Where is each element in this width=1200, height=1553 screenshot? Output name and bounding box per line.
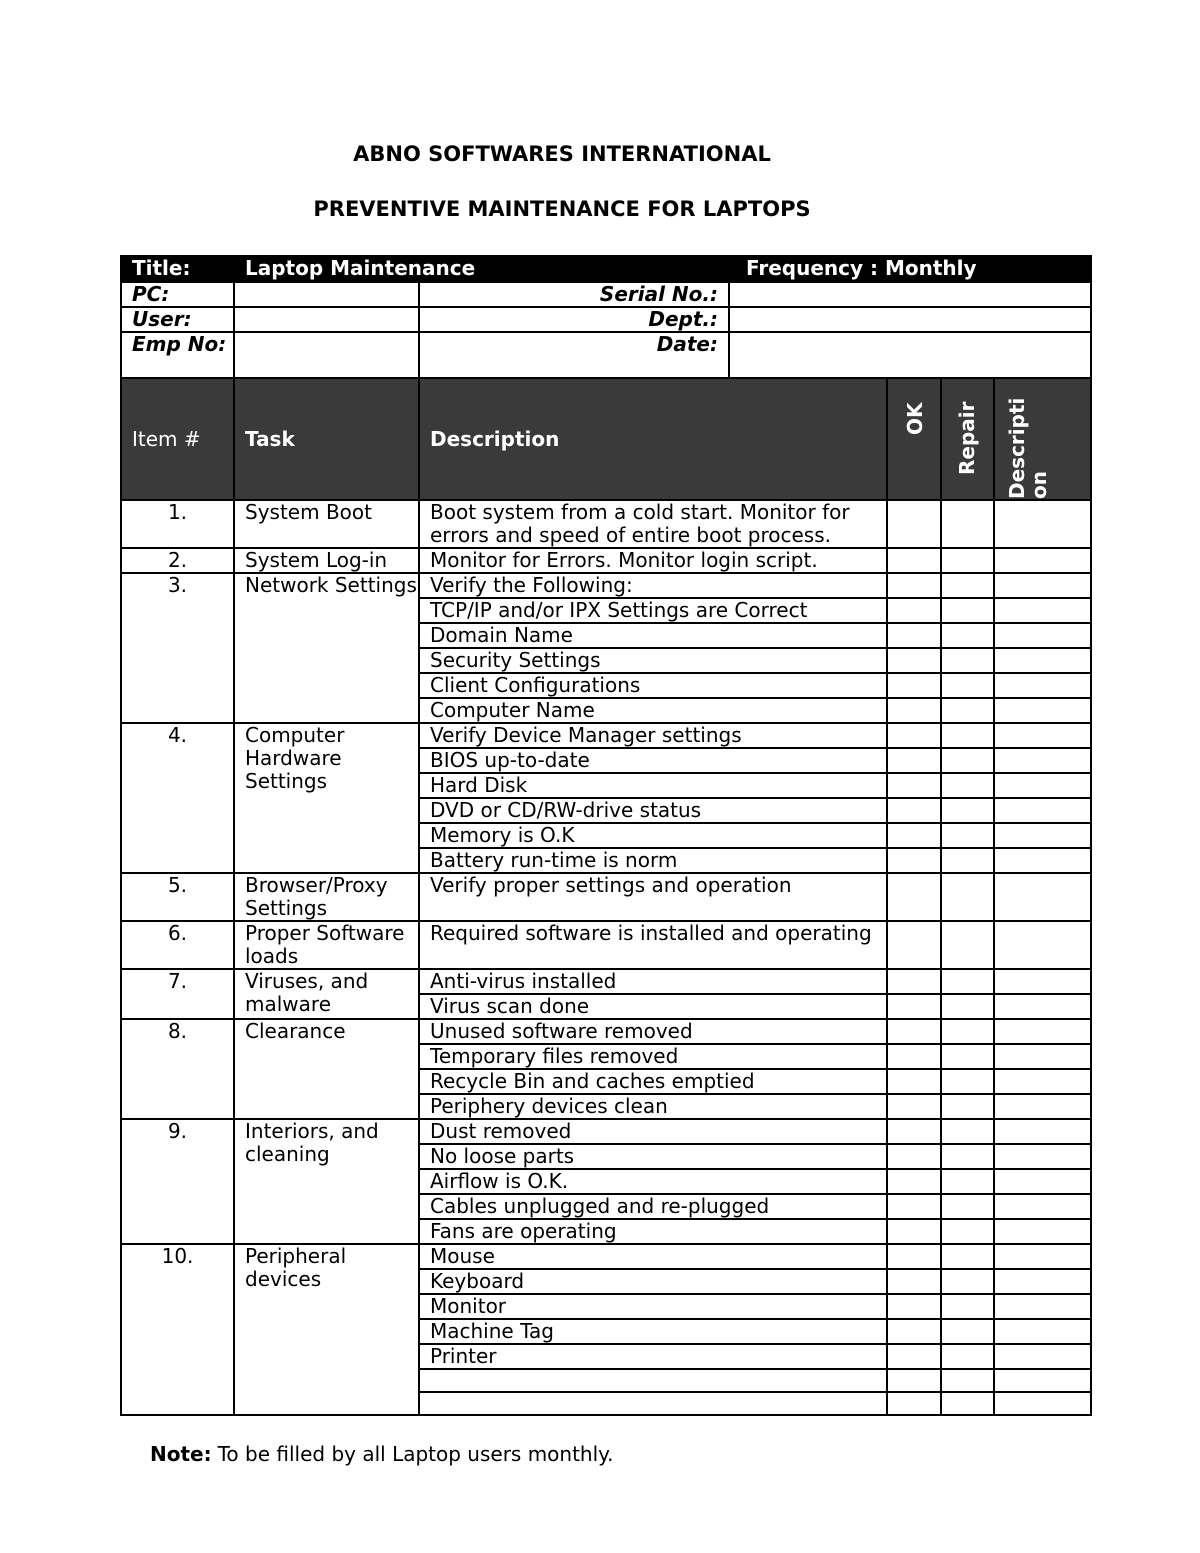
repair-checkbox-cell[interactable] <box>941 698 994 723</box>
repair-checkbox-cell[interactable] <box>941 823 994 848</box>
repair-checkbox-cell[interactable] <box>941 623 994 648</box>
ok-checkbox-cell[interactable] <box>887 1144 941 1169</box>
frequency-cell <box>746 256 1091 282</box>
remarks-cell[interactable] <box>994 1392 1091 1415</box>
remarks-cell[interactable] <box>994 1119 1091 1144</box>
repair-checkbox-cell[interactable] <box>941 848 994 873</box>
remarks-cell[interactable] <box>994 598 1091 623</box>
item-task: Computer Hardware Settings <box>234 723 419 873</box>
repair-checkbox-cell[interactable] <box>941 1244 994 1269</box>
repair-checkbox-cell[interactable] <box>941 1094 994 1119</box>
remarks-cell[interactable] <box>994 573 1091 598</box>
ok-checkbox-cell[interactable] <box>887 1344 941 1369</box>
checklist-row <box>121 873 1091 921</box>
item-description: Machine Tag <box>419 1319 887 1344</box>
emp-label: Emp No: <box>121 332 234 378</box>
ok-checkbox-cell[interactable] <box>887 969 941 994</box>
footer-note <box>150 1442 614 1466</box>
repair-checkbox-cell[interactable] <box>941 873 994 921</box>
repair-checkbox-cell[interactable] <box>941 1269 994 1294</box>
ok-checkbox-cell[interactable] <box>887 1269 941 1294</box>
ok-checkbox-cell[interactable] <box>887 994 941 1019</box>
item-task: Browser/Proxy Settings <box>234 873 419 921</box>
col-ok-header <box>887 378 941 500</box>
remarks-cell[interactable] <box>994 994 1091 1019</box>
remarks-cell[interactable] <box>994 1019 1091 1044</box>
repair-checkbox-cell[interactable] <box>941 500 994 548</box>
item-description: Computer Name <box>419 698 887 723</box>
repair-checkbox-cell[interactable] <box>941 1144 994 1169</box>
title-label: Title: <box>121 256 234 282</box>
item-task: System Boot <box>234 500 419 548</box>
remarks-cell[interactable] <box>994 1269 1091 1294</box>
repair-checkbox-cell[interactable] <box>941 1319 994 1344</box>
ok-checkbox-cell[interactable] <box>887 598 941 623</box>
item-number: 8. <box>121 1019 234 1119</box>
remarks-cell[interactable] <box>994 648 1091 673</box>
repair-checkbox-cell[interactable] <box>941 994 994 1019</box>
item-task: Proper Software loads <box>234 921 419 969</box>
item-description: Anti-virus installed <box>419 969 887 994</box>
item-task: Viruses, and malware <box>234 969 419 1019</box>
ok-checkbox-cell[interactable] <box>887 1392 941 1415</box>
pc-field[interactable] <box>234 282 419 307</box>
repair-checkbox-cell[interactable] <box>941 723 994 748</box>
repair-checkbox-cell[interactable] <box>941 1392 994 1415</box>
remarks-cell[interactable] <box>994 1144 1091 1169</box>
item-number: 5. <box>121 873 234 921</box>
repair-checkbox-cell[interactable] <box>941 673 994 698</box>
ok-checkbox-cell[interactable] <box>887 1319 941 1344</box>
remarks-cell[interactable] <box>994 1194 1091 1219</box>
checklist-row <box>121 548 1091 573</box>
remarks-cell[interactable] <box>994 1044 1091 1069</box>
dept-field[interactable] <box>729 307 1091 332</box>
col-item-header: Item # <box>121 378 234 500</box>
remarks-cell[interactable] <box>994 823 1091 848</box>
item-description: Battery run-time is norm <box>419 848 887 873</box>
frequency-text: Frequency : Monthly <box>746 256 977 280</box>
remarks-cell[interactable] <box>994 623 1091 648</box>
item-description: Temporary files removed <box>419 1044 887 1069</box>
col-task-header: Task <box>234 378 419 500</box>
item-task: System Log-in <box>234 548 419 573</box>
ok-checkbox-cell[interactable] <box>887 873 941 921</box>
ok-checkbox-cell[interactable] <box>887 773 941 798</box>
repair-checkbox-cell[interactable] <box>941 969 994 994</box>
item-description: No loose parts <box>419 1144 887 1169</box>
repair-checkbox-cell[interactable] <box>941 921 994 969</box>
ok-checkbox-cell[interactable] <box>887 798 941 823</box>
repair-checkbox-cell[interactable] <box>941 1219 994 1244</box>
date-field[interactable] <box>729 332 1091 378</box>
item-description <box>419 1392 887 1415</box>
remarks-cell[interactable] <box>994 873 1091 921</box>
item-description: Client Configurations <box>419 673 887 698</box>
checklist-row <box>121 1244 1091 1269</box>
dept-label: Dept.: <box>419 307 729 332</box>
col-remarks-label: Descripti on <box>1005 397 1051 499</box>
remarks-cell[interactable] <box>994 1319 1091 1344</box>
item-number: 3. <box>121 573 234 723</box>
item-description: Monitor <box>419 1294 887 1319</box>
maintenance-checklist-table <box>120 255 1092 1416</box>
checklist-row <box>121 500 1091 548</box>
col-repair-header <box>941 378 994 500</box>
item-description: Mouse <box>419 1244 887 1269</box>
remarks-cell[interactable] <box>994 1244 1091 1269</box>
ok-checkbox-cell[interactable] <box>887 500 941 548</box>
col-repair-label: Repair <box>955 401 979 475</box>
title-value: Laptop Maintenance <box>234 256 887 282</box>
document-title: PREVENTIVE MAINTENANCE FOR LAPTOPS <box>313 197 811 221</box>
repair-checkbox-cell[interactable] <box>941 598 994 623</box>
remarks-cell[interactable] <box>994 548 1091 573</box>
col-description-header: Description <box>419 378 887 500</box>
item-description <box>419 1369 887 1392</box>
item-description: Required software is installed and operating <box>419 921 887 969</box>
ok-checkbox-cell[interactable] <box>887 623 941 648</box>
item-number: 4. <box>121 723 234 873</box>
checklist-row <box>121 1119 1091 1144</box>
ok-checkbox-cell[interactable] <box>887 1119 941 1144</box>
column-header-row <box>121 378 1091 500</box>
pc-row <box>121 282 1091 307</box>
ok-checkbox-cell[interactable] <box>887 748 941 773</box>
item-description: Monitor for Errors. Monitor login script. <box>419 548 887 573</box>
item-description: Memory is O.K <box>419 823 887 848</box>
user-row <box>121 307 1091 332</box>
date-label: Date: <box>419 332 729 378</box>
repair-checkbox-cell[interactable] <box>941 1019 994 1044</box>
ok-checkbox-cell[interactable] <box>887 1369 941 1392</box>
repair-checkbox-cell[interactable] <box>941 573 994 598</box>
remarks-cell[interactable] <box>994 921 1091 969</box>
remarks-cell[interactable] <box>994 1369 1091 1392</box>
remarks-cell[interactable] <box>994 723 1091 748</box>
remarks-cell[interactable] <box>994 1294 1091 1319</box>
note-text: To be filled by all Laptop users monthly. <box>217 1442 614 1466</box>
item-description: Unused software removed <box>419 1019 887 1044</box>
item-task: Clearance <box>234 1019 419 1119</box>
remarks-cell[interactable] <box>994 698 1091 723</box>
emp-field[interactable] <box>234 332 419 378</box>
checklist-row <box>121 969 1091 994</box>
item-number: 9. <box>121 1119 234 1244</box>
user-label: User: <box>121 307 234 332</box>
repair-checkbox-cell[interactable] <box>941 648 994 673</box>
remarks-cell[interactable] <box>994 500 1091 548</box>
organization-title: ABNO SOFTWARES INTERNATIONAL <box>353 142 771 166</box>
col-remarks-header <box>994 378 1091 500</box>
title-row <box>121 256 1091 282</box>
repair-checkbox-cell[interactable] <box>941 1119 994 1144</box>
repair-checkbox-cell[interactable] <box>941 1294 994 1319</box>
checklist-row <box>121 723 1091 748</box>
item-description: BIOS up-to-date <box>419 748 887 773</box>
emp-row <box>121 332 1091 378</box>
item-task: Interiors, and cleaning <box>234 1119 419 1244</box>
repair-checkbox-cell[interactable] <box>941 1194 994 1219</box>
item-description: Keyboard <box>419 1269 887 1294</box>
item-description: Boot system from a cold start. Monitor for errors and speed of entire boot process. <box>419 500 887 548</box>
remarks-cell[interactable] <box>994 969 1091 994</box>
repair-checkbox-cell[interactable] <box>941 548 994 573</box>
ok-checkbox-cell[interactable] <box>887 648 941 673</box>
ok-checkbox-cell[interactable] <box>887 1169 941 1194</box>
item-description: Verify proper settings and operation <box>419 873 887 921</box>
item-number: 2. <box>121 548 234 573</box>
item-description: Dust removed <box>419 1119 887 1144</box>
item-description: TCP/IP and/or IPX Settings are Correct <box>419 598 887 623</box>
ok-checkbox-cell[interactable] <box>887 1019 941 1044</box>
item-description: Periphery devices clean <box>419 1094 887 1119</box>
ok-checkbox-cell[interactable] <box>887 673 941 698</box>
item-description: Airflow is O.K. <box>419 1169 887 1194</box>
ok-checkbox-cell[interactable] <box>887 1094 941 1119</box>
item-task: Network Settings <box>234 573 419 723</box>
remarks-cell[interactable] <box>994 748 1091 773</box>
ok-checkbox-cell[interactable] <box>887 848 941 873</box>
item-number: 7. <box>121 969 234 1019</box>
col-ok-label: OK <box>903 402 927 435</box>
ok-checkbox-cell[interactable] <box>887 1219 941 1244</box>
repair-checkbox-cell[interactable] <box>941 798 994 823</box>
remarks-cell[interactable] <box>994 1219 1091 1244</box>
repair-checkbox-cell[interactable] <box>941 1044 994 1069</box>
user-field[interactable] <box>234 307 419 332</box>
checklist-row <box>121 921 1091 969</box>
ok-checkbox-cell[interactable] <box>887 1069 941 1094</box>
ok-checkbox-cell[interactable] <box>887 1294 941 1319</box>
item-description: Virus scan done <box>419 994 887 1019</box>
checklist-row <box>121 1019 1091 1044</box>
ok-checkbox-cell[interactable] <box>887 548 941 573</box>
item-task: Peripheral devices <box>234 1244 419 1415</box>
item-description: Recycle Bin and caches emptied <box>419 1069 887 1094</box>
item-description: Domain Name <box>419 623 887 648</box>
note-label: Note: <box>150 1442 212 1466</box>
item-description: Verify the Following: <box>419 573 887 598</box>
ok-checkbox-cell[interactable] <box>887 921 941 969</box>
remarks-cell[interactable] <box>994 1344 1091 1369</box>
item-description: Security Settings <box>419 648 887 673</box>
ok-checkbox-cell[interactable] <box>887 1244 941 1269</box>
repair-checkbox-cell[interactable] <box>941 748 994 773</box>
item-description: Cables unplugged and re-plugged <box>419 1194 887 1219</box>
remarks-cell[interactable] <box>994 848 1091 873</box>
remarks-cell[interactable] <box>994 673 1091 698</box>
ok-checkbox-cell[interactable] <box>887 573 941 598</box>
ok-checkbox-cell[interactable] <box>887 823 941 848</box>
ok-checkbox-cell[interactable] <box>887 698 941 723</box>
ok-checkbox-cell[interactable] <box>887 1044 941 1069</box>
repair-checkbox-cell[interactable] <box>941 1069 994 1094</box>
ok-checkbox-cell[interactable] <box>887 1194 941 1219</box>
repair-checkbox-cell[interactable] <box>941 1169 994 1194</box>
remarks-cell[interactable] <box>994 1169 1091 1194</box>
remarks-cell[interactable] <box>994 1094 1091 1119</box>
repair-checkbox-cell[interactable] <box>941 773 994 798</box>
serial-label: Serial No.: <box>419 282 729 307</box>
item-number: 6. <box>121 921 234 969</box>
item-number: 1. <box>121 500 234 548</box>
repair-checkbox-cell[interactable] <box>941 1369 994 1392</box>
checklist-row <box>121 573 1091 598</box>
serial-field[interactable] <box>729 282 1091 307</box>
repair-checkbox-cell[interactable] <box>941 1344 994 1369</box>
ok-checkbox-cell[interactable] <box>887 723 941 748</box>
remarks-cell[interactable] <box>994 773 1091 798</box>
item-description: Verify Device Manager settings <box>419 723 887 748</box>
item-description: Printer <box>419 1344 887 1369</box>
item-number: 10. <box>121 1244 234 1415</box>
item-description: DVD or CD/RW-drive status <box>419 798 887 823</box>
remarks-cell[interactable] <box>994 1069 1091 1094</box>
item-description: Hard Disk <box>419 773 887 798</box>
pc-label: PC: <box>121 282 234 307</box>
remarks-cell[interactable] <box>994 798 1091 823</box>
item-description: Fans are operating <box>419 1219 887 1244</box>
